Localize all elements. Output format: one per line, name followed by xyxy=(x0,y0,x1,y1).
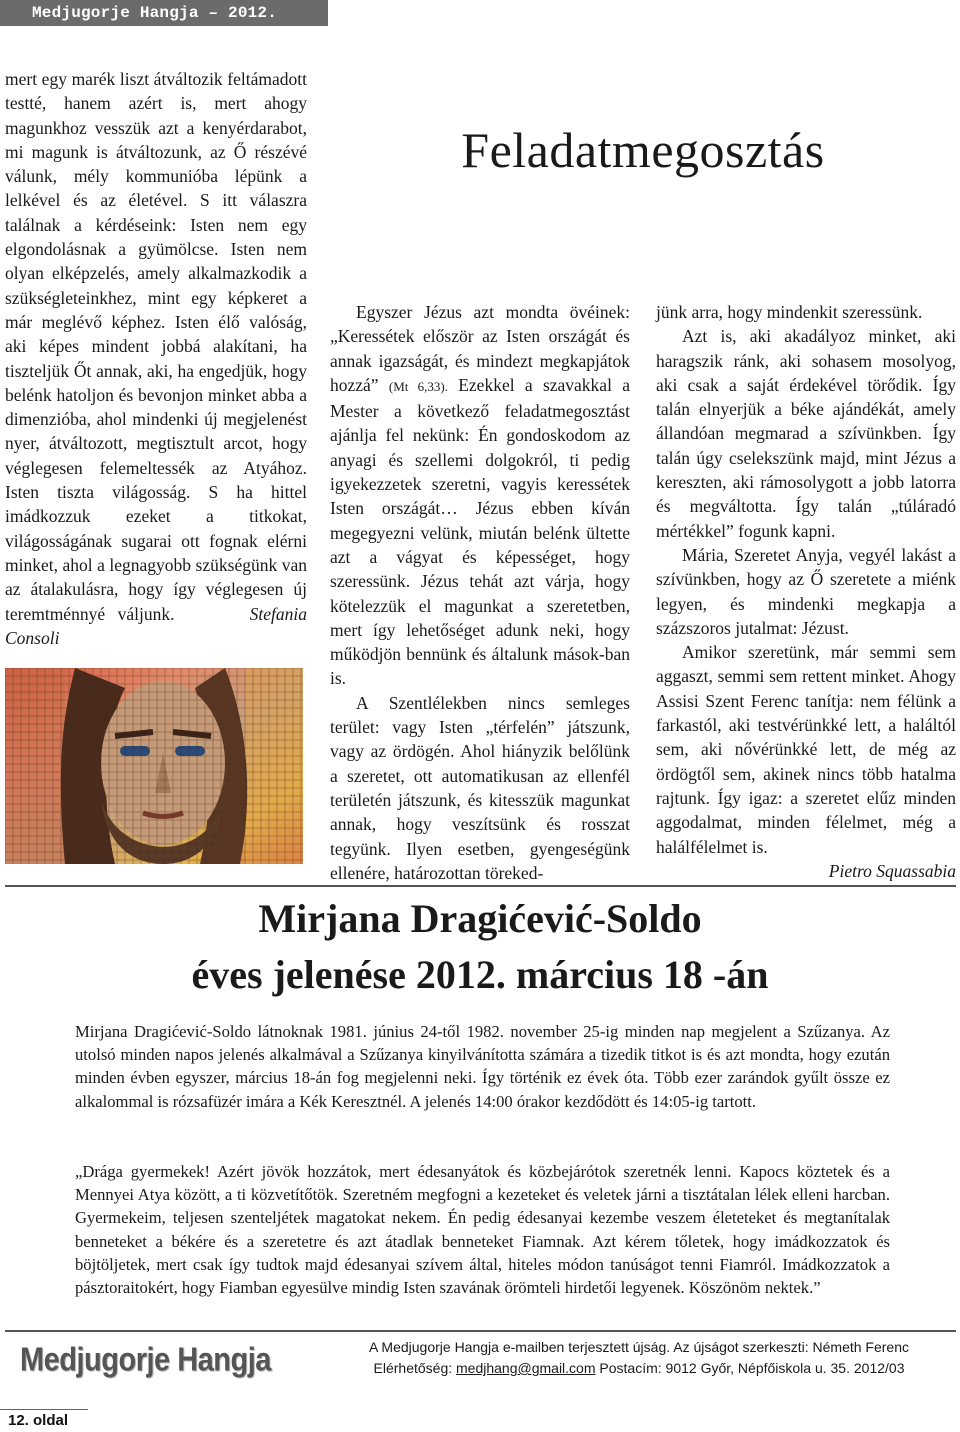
section-divider xyxy=(5,885,956,887)
apparition-title-name: Mirjana Dragićević-Soldo xyxy=(258,896,702,941)
right-paragraph: Azt is, aki akadályoz minket, aki haragszik ránk, aki sohasem mosolyog, aki csak a saját érdekével törődik. Így talán elnyerjük a béke ajándékát, amely állandóan megmarad a szívünkben. Így talán úgy cselekszünk majd, mint Jézus a kereszten, aki rámosolygott a jobb latorra és megváltotta. Így talán „túláradó mértékkel” fogunk kapni. xyxy=(656,326,956,541)
mid-paragraph xyxy=(330,300,630,691)
footer-info xyxy=(322,1337,956,1379)
contact-label: Elérhetőség: xyxy=(373,1360,453,1376)
footer-divider xyxy=(5,1330,956,1332)
mid-paragraph: A Szentlélekben nincs semleges terület: vagy Isten „térfelén” játszunk, vagy az ördögén. Ahol hiányzik belőlünk a szeretet, ott automatikusan az ellenfél területén játszunk, és kitesszük magunkat annak, hogy veszítsünk és rosszat tegyünk. Ilyen esetben, gyengeségünk ellenére, határozottan töreked- xyxy=(330,692,630,883)
signature-squassabia: Pietro Squassabia xyxy=(828,860,956,881)
mosaic-svg xyxy=(5,668,303,864)
right-column xyxy=(656,300,956,883)
running-header: Medjugorje Hangja – 2012. Március xyxy=(0,0,328,26)
apparition-intro: Mirjana Dragićević-Soldo látnoknak 1981. június 24-től 1982. november 25-ig minden nap megjelent a Szűzanya. Az utolsó minden napos jelenés alkalmával a Szűzanya kinyilvánította számára a tizedik titkot is és azt mondta, hogy ezután minden évben egyszer, március 18-án fog megjelenni neki. Így történik ez évek óta. Több ezer zarándok gyűlt össze ez alkalommal is rózsafüzér imára a Kék Keresztnél. A jelenés 14:00 órakor kezdődött és 14:05-ig tartott. xyxy=(75,1022,890,1111)
email-link[interactable]: medjhang@gmail.com xyxy=(456,1360,596,1376)
middle-column xyxy=(330,300,630,885)
feature-title: Feladatmegosztás xyxy=(461,122,825,178)
bible-reference: (Mt 6,33). xyxy=(388,378,448,394)
apparition-title-date: éves jelenése 2012. március 18 -án xyxy=(191,952,769,997)
jesus-mosaic-image xyxy=(5,668,303,864)
right-paragraph: Mária, Szeretet Anyja, vegyél lakást a szívünkben, hogy az Ő szeretete a miénk legyen, és mindenki megkapja a százszoros jutalmat: Jézust. xyxy=(656,544,956,638)
postal-address: Postacím: 9012 Győr, Népfőiskola u. 35. 2012/03 xyxy=(599,1360,905,1376)
footer-line-1: A Medjugorje Hangja e-mailben terjesztett újság. Az újságot szerkeszti: Németh Ferenc xyxy=(368,1339,910,1355)
signature-consoli: Stefania Consoli xyxy=(5,603,308,648)
left-column xyxy=(5,67,307,650)
mid-paragraph-text-b: Ezekkel a szavakkal a Mester a következő feladatmegosztást ajánlja fel nekünk: Én gondoskodom az anyagi és szellemi dolgokról, ti pedig igyekezzetek szeretni, vagyis keressétek Isten országát… Jézus ebben kíván megegyezni velünk, miután belénk ültette azt a vágyat és képességet, hogy szeressünk. Jézus tehát azt várja, hogy kötelezzük el magunkat a szeretetben, mert így lehetőséget adunk neki, hogy működjön bennünk és általunk mások-ban is. xyxy=(330,374,631,689)
footer-line-2 xyxy=(322,1358,956,1379)
left-paragraph xyxy=(5,67,307,650)
page-number: 12. oldal xyxy=(0,1409,88,1431)
mid-paragraph-text-a: Egyszer Jézus azt mondta övéinek: „Keressétek először az Isten országát és annak igazságát, és mindezt megkapjátok hozzá” xyxy=(330,302,630,395)
right-paragraph: jünk arra, hogy mindenkit szeressünk. xyxy=(656,302,923,322)
left-paragraph-text: mert egy marék liszt átváltozik feltámadott testté, hanem azért is, mert ahogy magunkhoz vesszük azt a kenyérdarabot, mi magunk is átváltozunk, az Ő részévé válunk, mély kommunióba lépünk a lelkével és az életével. S itt válaszra találnak a kérdéseink: Isten nem egy elgondolásnak a gyümölcse. Isten nem olyan elképzelés, amely alkalmazkodik a szükségleteinkhez, mint egy képkeret a már meglévő képhez. Isten élő valóság, aki képes mindent jobbá alakítani, ha tiszteljük Őt annak, aki, ha engedjük, hogy belénk hatoljon és bevonjon minket abba a dimenzióba, ahol mindenki új megjelenést nyer, átváltozott, megtisztult arcot, hogy véglegesen felemeltessék az Atyához. Isten tiszta világosság. S ha hittel imádkozzuk ezeket a titkokat, világosságának sugarai ott fognak elérni minket, ahol a legnagyobb szükségünk van az átalakulásra, hogy így véglegesen új teremtménnyé váljunk. xyxy=(5,69,307,624)
right-paragraph: Amikor szeretünk, már semmi sem aggaszt, semmi sem rettent minket. Ahogy Assisi Szent Ferenc tanítja: nem félünk a farkastól, aki testvérünkké lett, a haláltól sem, aki nővérünkké lett, de még az ördögtől sem, akinek nincs több hatalma rajtunk. Így igaz: a szeretet elűz minden aggodalmat, minden félelmet, még a halálfélelmet is. xyxy=(656,642,956,857)
footer-logo: Medjugorje Hangja xyxy=(20,1341,271,1379)
apparition-message: „Drága gyermekek! Azért jövök hozzátok, mert édesanyátok és közbejárótok szeretnék lenni. Kapocs köztetek és a Mennyei Atya között, a ti közvetítőtök. Szeretném megfogni a kezeteket és veletek járni a tisztátalan lélek elleni harcban. Gyermekeim, teljesen szenteljétek magatokat nekem. Én pedig édesanyai kezembe veszem életeteket és megtanítalak benneteket a békére és a szeretetre és azt átadlak benneteket Fiamnak. Azt kérem tőletek, hogy imádkozzatok és böjtöljetek, mert csak így tudtok majd édesanyai szívem által, hiteles módon tanúságot tenni Fiamról. Imádkozzatok a pásztoraitokért, hogy Fiamban egyesülve mindig Isten szavának örömteli hirdetői legyenek. Köszönöm nektek.” xyxy=(75,1162,890,1298)
